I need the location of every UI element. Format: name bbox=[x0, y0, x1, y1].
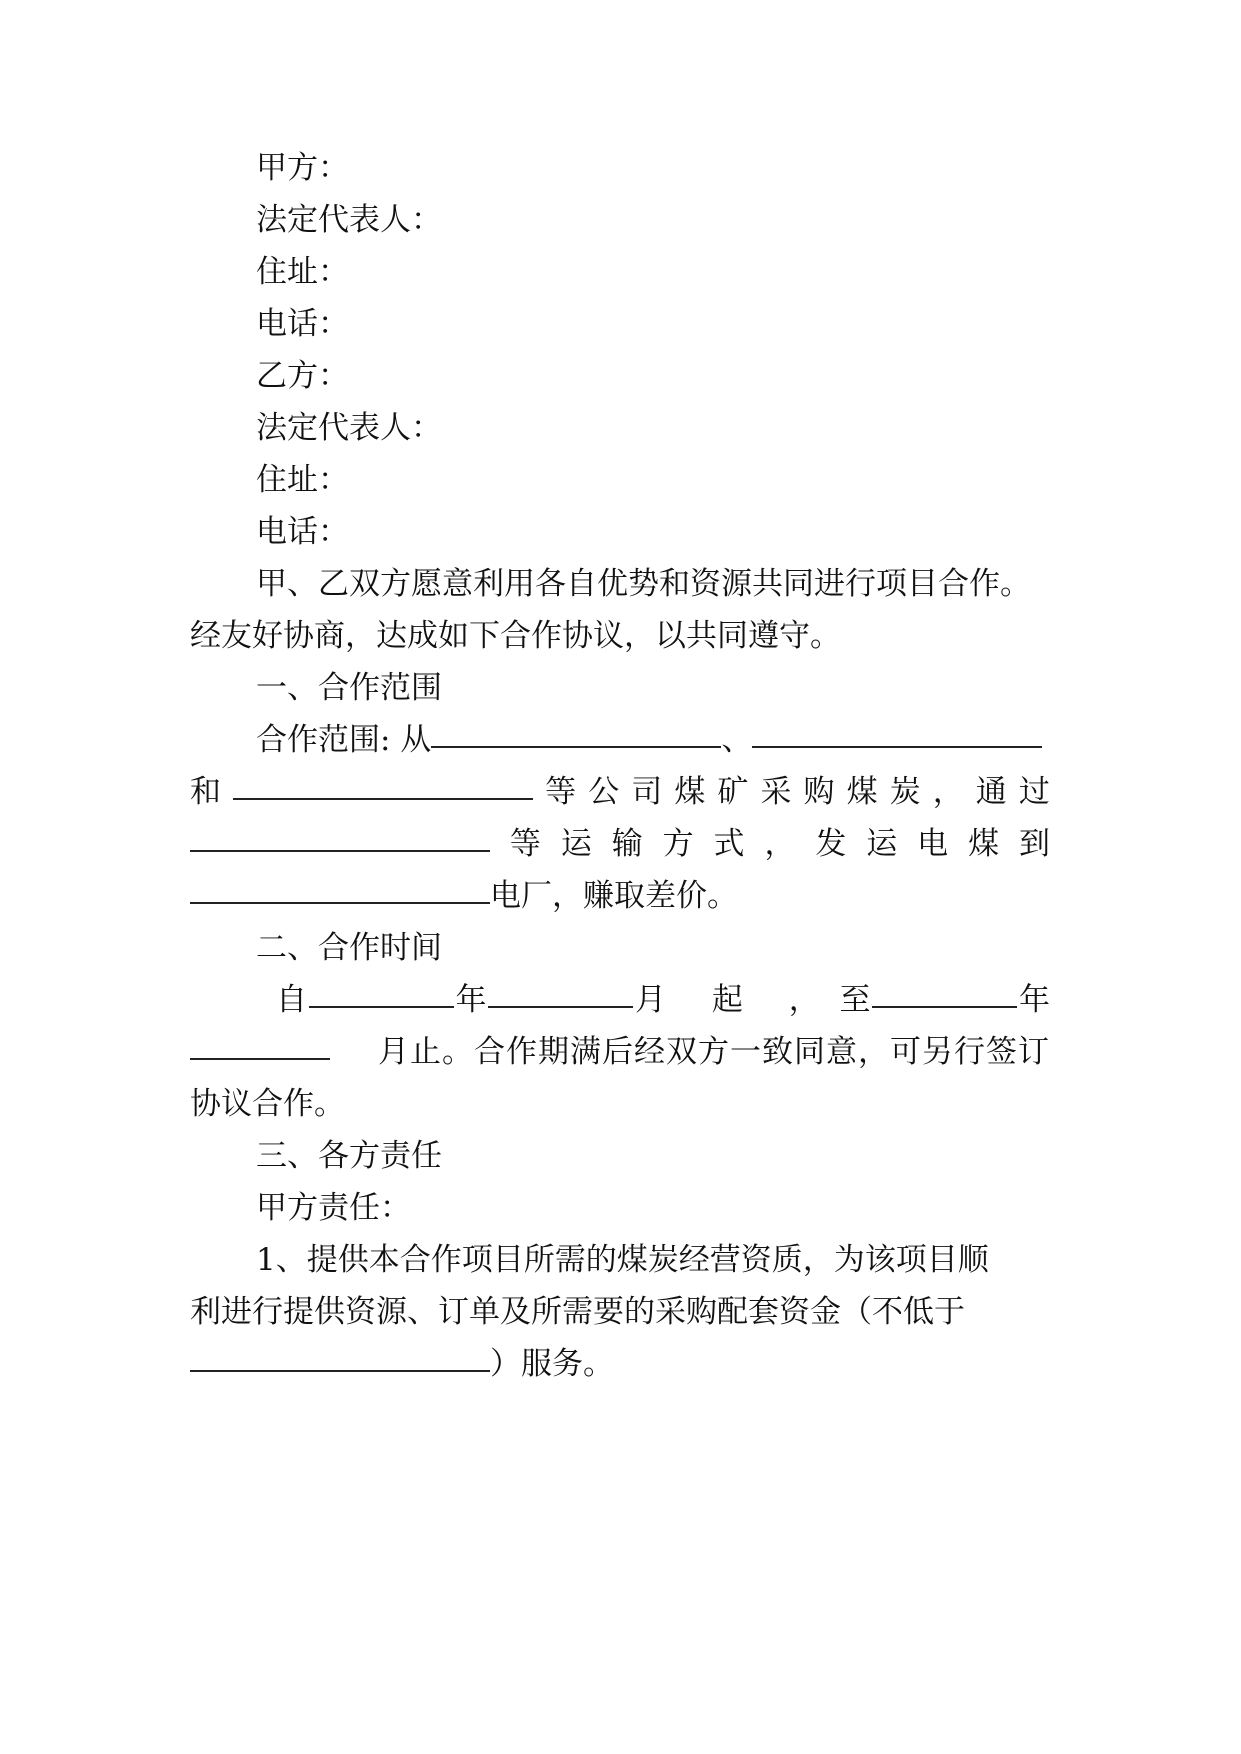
resp-item1-text-1: 1、提供本合作项目所需的煤炭经营资质，为该项目顺 bbox=[256, 1242, 989, 1278]
blank-start-month bbox=[488, 1006, 633, 1008]
scope-char: 等 bbox=[545, 774, 577, 810]
blank-end-year bbox=[872, 1006, 1017, 1008]
scope-char: 购 bbox=[803, 774, 835, 810]
intro-text-1: 甲、乙双方愿意利用各自优势和资源共同进行项目合作。 bbox=[256, 566, 1031, 602]
scope-char: 电 bbox=[917, 826, 949, 862]
scope-char: 通 bbox=[975, 774, 1007, 810]
resp-item1-text-2: 利进行提供资源、订单及所需要的采购配套资金（不低于 bbox=[190, 1294, 965, 1330]
party-b-phone: 电话： bbox=[256, 514, 349, 550]
scope-char: 煤 bbox=[968, 826, 1000, 862]
period-to: 至 bbox=[839, 982, 871, 1018]
blank-power-plant bbox=[190, 902, 490, 904]
scope-line-4 bbox=[190, 876, 1050, 916]
scope-line-1 bbox=[256, 720, 1050, 760]
period-month-start: 月 起 ， bbox=[635, 982, 838, 1018]
party-b-address: 住址： bbox=[256, 462, 349, 498]
scope-sep: 、 bbox=[721, 722, 753, 758]
scope-char: 司 bbox=[631, 774, 663, 810]
scope-char: 方 bbox=[662, 826, 694, 862]
blank-min-funds bbox=[190, 1370, 490, 1372]
resp-item1-line-1 bbox=[256, 1240, 1050, 1280]
party-a-address: 住址： bbox=[256, 254, 349, 290]
scope-char: 采 bbox=[760, 774, 792, 810]
scope-char: 煤 bbox=[846, 774, 878, 810]
blank-company-3 bbox=[233, 798, 533, 800]
scope-char: ， bbox=[932, 774, 964, 810]
party-b-label: 乙方： bbox=[256, 358, 349, 394]
scope-char: 过 bbox=[1018, 774, 1050, 810]
party-a-phone: 电话： bbox=[256, 306, 349, 342]
scope-prefix: 合作范围: 从 bbox=[256, 722, 432, 758]
intro-line-1 bbox=[256, 564, 1050, 604]
scope-line-3 bbox=[190, 824, 1050, 864]
party-a-rep: 法定代表人： bbox=[256, 202, 442, 238]
scope-he: 和 bbox=[190, 774, 221, 810]
party-a-resp-heading: 甲方责任： bbox=[256, 1190, 411, 1226]
scope-char: 输 bbox=[611, 826, 643, 862]
period-line-3: 协议合作。 bbox=[190, 1086, 345, 1122]
scope-char: 矿 bbox=[717, 774, 749, 810]
intro-line-2: 经友好协商，达成如下合作协议，以共同遵守。 bbox=[190, 618, 841, 654]
scope-char: 发 bbox=[815, 826, 847, 862]
scope-char: 式 bbox=[713, 826, 745, 862]
blank-end-month bbox=[190, 1058, 330, 1060]
scope-char: ， bbox=[764, 826, 796, 862]
party-b-rep: 法定代表人： bbox=[256, 410, 442, 446]
scope-char: 煤 bbox=[674, 774, 706, 810]
scope-char: 公 bbox=[588, 774, 620, 810]
scope-line-2 bbox=[190, 772, 1050, 812]
scope-char: 运 bbox=[560, 826, 592, 862]
period-from: 自 bbox=[276, 982, 307, 1018]
period-line-2 bbox=[190, 1032, 1050, 1072]
blank-company-2 bbox=[752, 746, 1042, 748]
blank-transport bbox=[190, 850, 490, 852]
scope-ending: 电厂，赚取差价。 bbox=[490, 878, 738, 914]
scope-char: 等 bbox=[509, 826, 541, 862]
resp-item1-ending: ）服务。 bbox=[490, 1346, 614, 1382]
scope-char: 炭 bbox=[889, 774, 921, 810]
blank-company-1 bbox=[431, 746, 721, 748]
resp-item1-line-2 bbox=[190, 1292, 1050, 1332]
scope-char: 到 bbox=[1018, 826, 1050, 862]
section3-heading: 三、各方责任 bbox=[256, 1138, 442, 1174]
section2-heading: 二、合作时间 bbox=[256, 930, 442, 966]
period-year: 年 bbox=[455, 982, 487, 1018]
period-end-text: 月止。合作期满后经双方一致同意，可另行签订 bbox=[378, 1034, 1050, 1070]
scope-char: 运 bbox=[866, 826, 898, 862]
blank-start-year bbox=[309, 1006, 454, 1008]
period-line-1 bbox=[276, 980, 1050, 1020]
resp-item1-line-3 bbox=[190, 1344, 1050, 1384]
period-year-2: 年 bbox=[1018, 982, 1050, 1018]
party-a-label: 甲方： bbox=[256, 150, 349, 186]
section1-heading: 一、合作范围 bbox=[256, 670, 442, 706]
